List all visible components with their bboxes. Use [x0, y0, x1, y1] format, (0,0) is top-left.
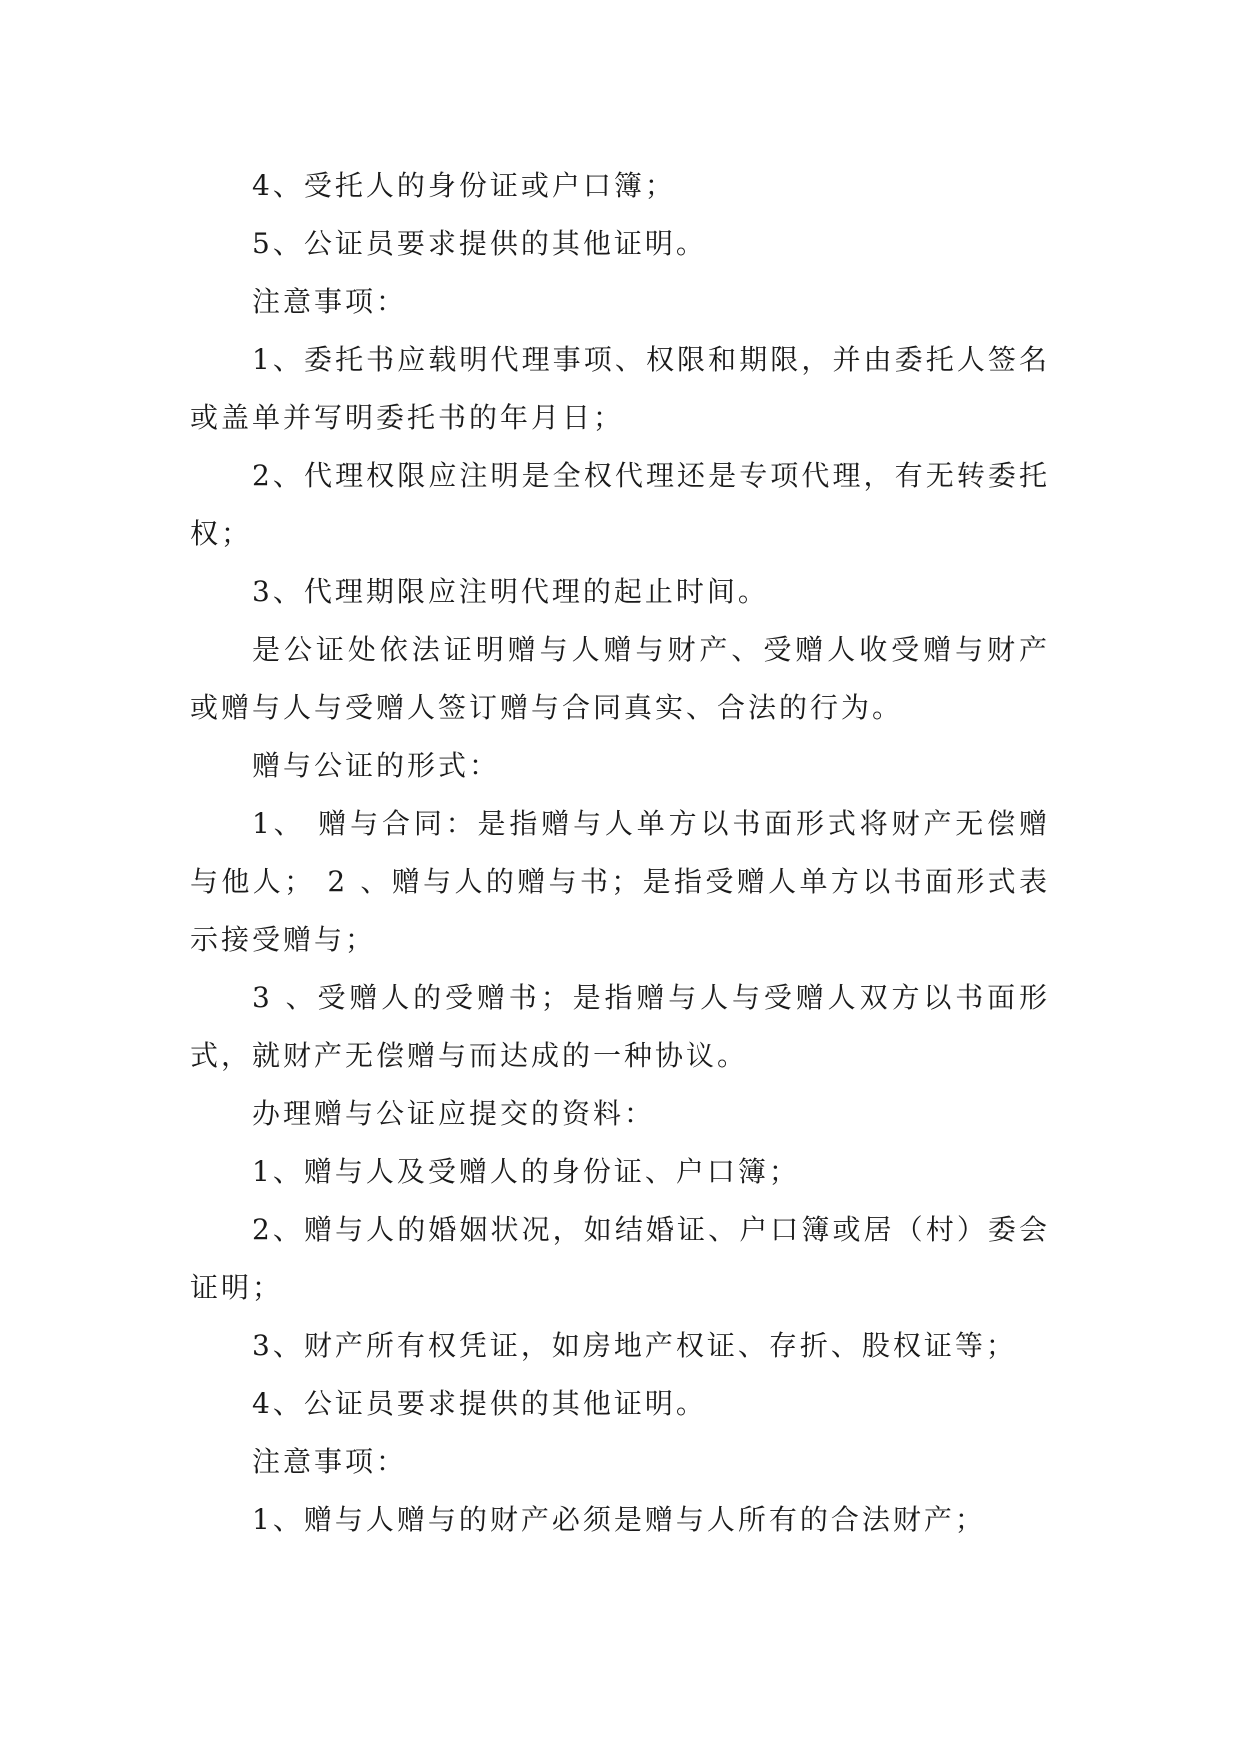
- paragraph-gift-form-1-2: 1、 赠与合同：是指赠与人单方以书面形式将财产无偿赠与他人； 2 、赠与人的赠与书；是指受赠人单方以书面形式表示接受赠与；: [190, 807, 1050, 956]
- paragraph-gift-note-1: 1、赠与人赠与的财产必须是赠与人所有的合法财产；: [252, 1503, 986, 1536]
- paragraph-item-4-id-card: 4、受托人的身份证或户口簿；: [252, 169, 676, 202]
- paragraph-gift-forms-heading: 赠与公证的形式：: [252, 749, 501, 782]
- paragraph-notes-heading: 注意事项：: [252, 285, 408, 318]
- paragraph-gift-definition: 是公证处依法证明赠与人赠与财产、受赠人收受赠与财产或赠与人与受赠人签订赠与合同真实、合法的行为。: [190, 633, 1050, 724]
- paragraph-gift-notes-heading: 注意事项：: [252, 1445, 408, 1478]
- paragraph-materials-heading: 办理赠与公证应提交的资料：: [252, 1097, 656, 1130]
- paragraph-note-2: 2、代理权限应注明是全权代理还是专项代理，有无转委托权；: [190, 459, 1050, 550]
- paragraph-note-3: 3、代理期限应注明代理的起止时间。: [252, 575, 769, 608]
- paragraph-gift-form-3: 3 、受赠人的受赠书；是指赠与人与受赠人双方以书面形式，就财产无偿赠与而达成的一种协议。: [190, 981, 1050, 1072]
- paragraph-material-3: 3、财产所有权凭证，如房地产权证、存折、股权证等；: [252, 1329, 1017, 1362]
- paragraph-material-4: 4、公证员要求提供的其他证明。: [252, 1387, 707, 1420]
- paragraph-material-2: 2、赠与人的婚姻状况，如结婚证、户口簿或居（村）委会证明；: [190, 1213, 1050, 1304]
- paragraph-note-1: 1、委托书应载明代理事项、权限和期限，并由委托人签名或盖单并写明委托书的年月日；: [190, 343, 1050, 434]
- paragraph-material-1: 1、赠与人及受赠人的身份证、户口簿；: [252, 1155, 800, 1188]
- paragraph-item-5-other-proof: 5、公证员要求提供的其他证明。: [252, 227, 707, 260]
- document-body: [190, 157, 1050, 1549]
